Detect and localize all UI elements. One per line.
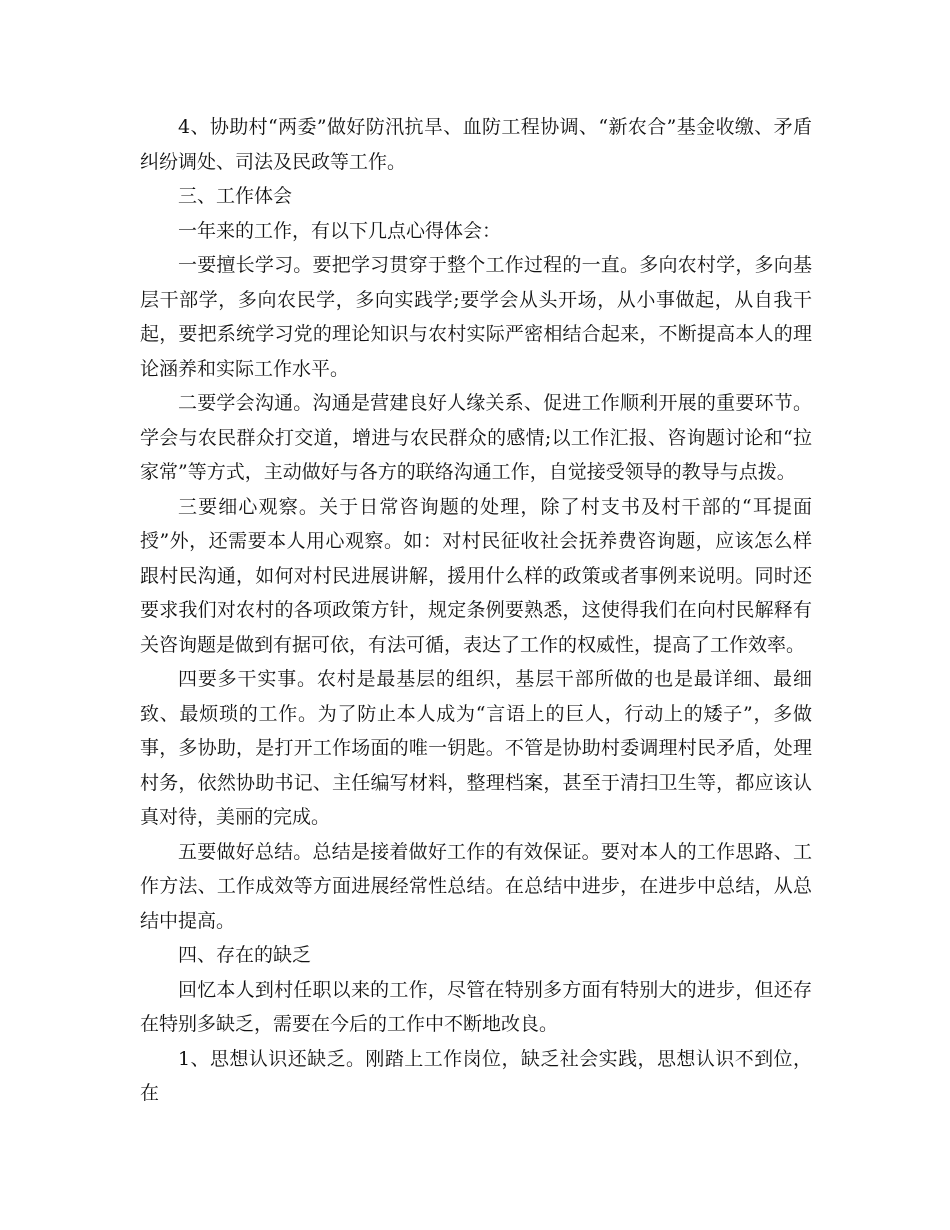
paragraph-summary: 五要做好总结。总结是接着做好工作的有效保证。要对本人的工作思路、工作方法、工作成效等方面进展经常性总结。在总结中进步，在进步中总结，从总结中提高。 (140, 840, 812, 932)
paragraph-practical-work: 四要多干实事。农村是最基层的组织，基层干部所做的也是最详细、最细致、最烦琐的工作。为了防止本人成为“言语上的巨人，行动上的矮子”，多做事，多协助，是打开工作场面的唯一钥匙。不管是协助村委调理村民矛盾，处理村务，依然协助书记、主任编写材料，整理档案，甚至于清扫卫生等，都应该认真对待，美丽的完成。 (140, 668, 812, 828)
paragraph-task-4: 4、协助村“两委”做好防汛抗旱、血防工程协调、“新农合”基金收缴、矛盾纠纷调处、司法及民政等工作。 (140, 116, 812, 173)
paragraph-review: 回忆本人到村任职以来的工作，尽管在特别多方面有特别大的进步，但还存在特别多缺乏，需要在今后的工作中不断地改良。 (140, 978, 812, 1035)
section-heading-work-experience: 三、工作体会 (178, 185, 293, 207)
document-page (140, 110, 812, 1111)
paragraph-learning: 一要擅长学习。要把学习贯穿于整个工作过程的一直。多向农村学，多向基层干部学，多向农民学，多向实践学;要学会从头开场，从小事做起，从自我干起，要把系统学习党的理论知识与农村实际严密相结合起来，不断提高本人的理论涵养和实际工作水平。 (140, 254, 812, 380)
paragraph-communication: 二要学会沟通。沟通是营建良好人缘关系、促进工作顺利开展的重要环节。学会与农民群众打交道，增进与农民群众的感情;以工作汇报、咨询题讨论和“拉家常”等方式，主动做好与各方的联络沟通工作，自觉接受领导的教导与点拨。 (140, 392, 812, 483)
paragraph-observation: 三要细心观察。关于日常咨询题的处理，除了村支书及村干部的“耳提面授”外，还需要本人用心观察。如：对村民征收社会抚养费咨询题，应该怎么样跟村民沟通，如何对村民进展讲解，援用什么样的政策或者事例来说明。同时还要求我们对农村的各项政策方针，规定条例要熟悉，这使得我们在向村民解释有关咨询题是做到有据可依，有法可循，表达了工作的权威性，提高了工作效率。 (140, 495, 812, 656)
paragraph-intro-experience: 一年来的工作，有以下几点心得体会： (178, 219, 502, 242)
paragraph-shortcoming-1: 1、思想认识还缺乏。刚踏上工作岗位，缺乏社会实践，思想认识不到位，在 (140, 1047, 812, 1104)
section-heading-shortcomings: 四、存在的缺乏 (178, 944, 312, 966)
